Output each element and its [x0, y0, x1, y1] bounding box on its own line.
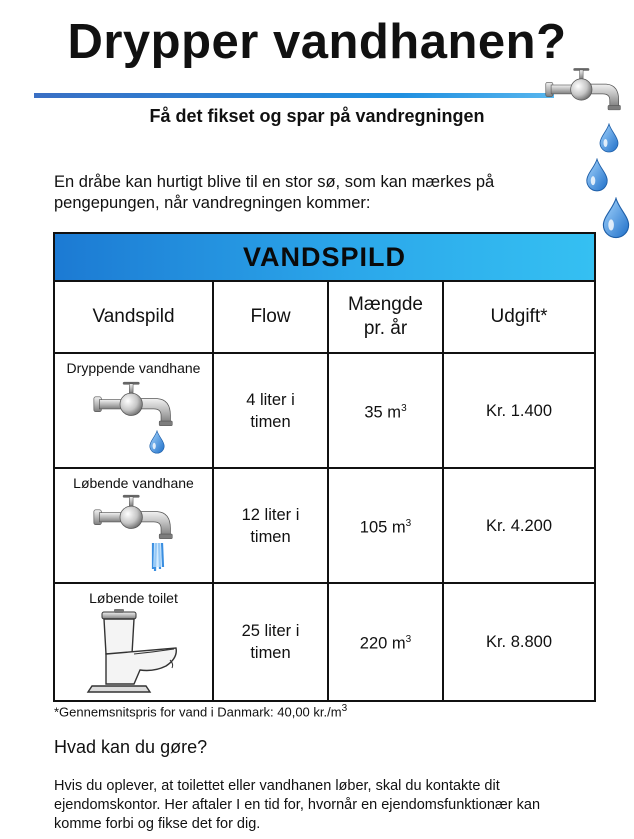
- amount-cell: 105 $m^3$: [328, 468, 443, 583]
- waste-type-cell: [54, 468, 213, 583]
- waste-type-label: Løbende vandhane: [73, 475, 194, 491]
- column-header: Mængde pr. år: [328, 281, 443, 353]
- water-drop-icon: [585, 158, 609, 192]
- table-row: [54, 353, 595, 468]
- flow-cell: 25 liter i timen: [213, 583, 328, 701]
- flow-cell: 12 liter i timen: [213, 468, 328, 583]
- subtitle: Få det fikset og spar på vandregningen: [149, 106, 485, 126]
- running-faucet-icon: [92, 493, 176, 571]
- water-drop-icon: [598, 123, 620, 153]
- column-header: Flow: [213, 281, 328, 353]
- intro-text: En dråbe kan hurtigt blive til en stor sø, som kan mærkes på pengepungen, når vandregningen kommer:: [54, 173, 495, 212]
- column-header: Udgift*: [443, 281, 595, 353]
- dripping-faucet-icon: [92, 380, 176, 454]
- waste-type-label: Dryppende vandhane: [66, 360, 201, 376]
- flow-cell: 4 liter i timen: [213, 353, 328, 468]
- section-body: Hvis du oplever, at toilettet eller vandhanen løber, skal du kontakte dit ejendomskontor. Her aftaler I en tid for, hvornår en ejendomsfunktionær kan komme forbi og fikse det for dig.: [54, 778, 541, 832]
- toilet-icon: [84, 608, 184, 694]
- water-drop-icon: [601, 197, 631, 239]
- amount-cell: 220 $m^3$: [328, 583, 443, 701]
- title-underline-bar: [34, 93, 554, 98]
- water-waste-table: [53, 232, 596, 702]
- table-row: [54, 583, 595, 701]
- column-header: Vandspild: [54, 281, 213, 353]
- table-banner: VANDSPILD: [54, 233, 595, 281]
- page-title: Drypper vandhanen?: [67, 15, 567, 69]
- section-heading: Hvad kan du gøre?: [54, 737, 208, 757]
- cost-cell: Kr. 8.800: [443, 583, 595, 701]
- footnote: *Gennemsnitspris for vand i Danmark: 40,00 $kr./m^3$: [54, 703, 348, 720]
- table-row: [54, 468, 595, 583]
- waste-type-cell: [54, 583, 213, 701]
- waste-type-label: Løbende toilet: [89, 590, 178, 606]
- cost-cell: Kr. 1.400: [443, 353, 595, 468]
- cost-cell: Kr. 4.200: [443, 468, 595, 583]
- amount-cell: 35 $m^3$: [328, 353, 443, 468]
- waste-type-cell: [54, 353, 213, 468]
